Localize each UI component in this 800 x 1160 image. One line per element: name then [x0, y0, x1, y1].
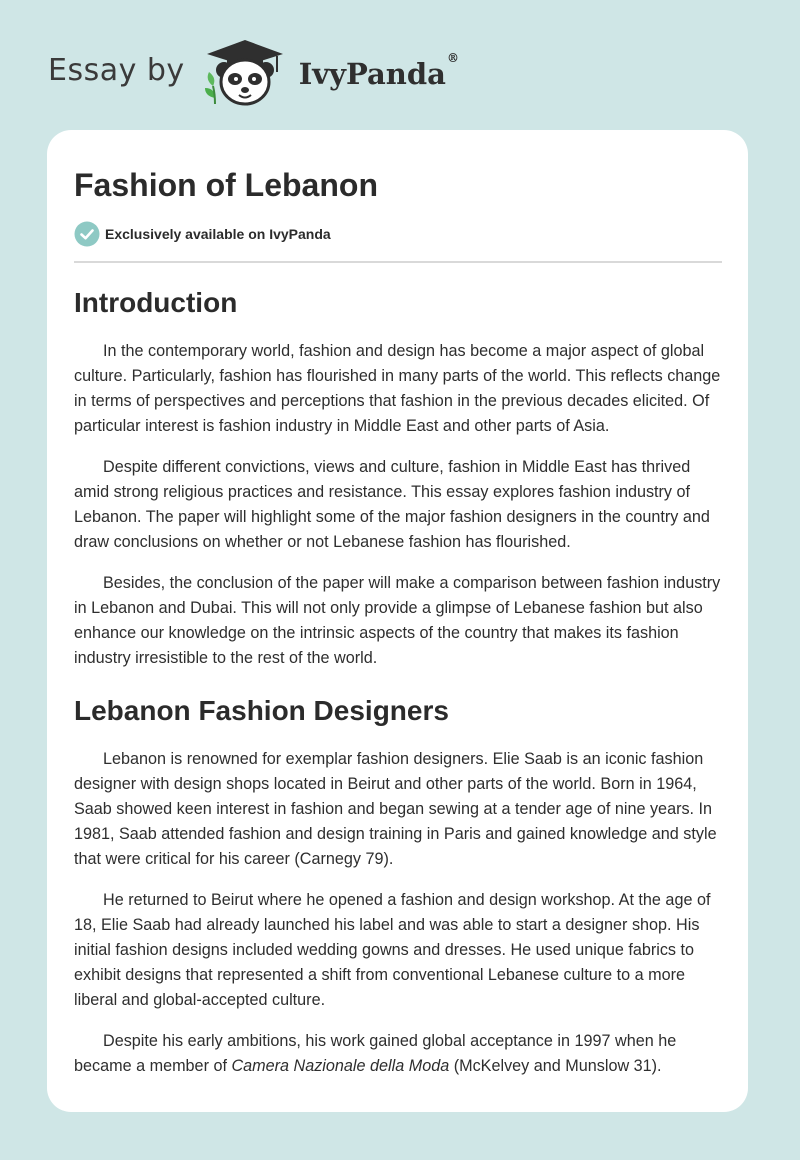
essay-card [47, 130, 748, 1112]
paragraph: Lebanon is renowned for exemplar fashion designers. Elie Saab is an iconic fashion designer with design shops located in Beirut and other parts of the world. Born in 1964, Saab showed keen interest in fashion and began sewing at a tender age of nine years. In 1981, Saab attended fashion and design training in Paris and gained knowledge and style that were critical for his career (Carnegy 79). [74, 750, 717, 868]
registered-mark: ® [446, 51, 459, 65]
publication-title: Camera Nazionale della Moda [231, 1057, 450, 1075]
divider [74, 261, 722, 263]
check-circle-icon [74, 221, 100, 247]
paragraph: Despite different convictions, views and culture, fashion in Middle East has thrived amid strong religious practices and resistance. This essay explores fashion industry of Lebanon. The paper will highlight some of the major fashion designers in the country and draw conclusions on whether or not Lebanese fashion has flourished. [74, 458, 710, 551]
paragraph: In the contemporary world, fashion and design has become a major aspect of global culture. Particularly, fashion has flourished in many parts of the world. This reflects change in terms of perspectives and perceptions that fashion in the previous decades elicited. Of particular interest is fashion industry in Middle East and other parts of Asia. [74, 342, 721, 435]
panda-graduate-icon [199, 36, 291, 108]
section-heading: Introduction [74, 287, 238, 318]
exclusive-badge [74, 221, 722, 247]
paragraph: He returned to Beirut where he opened a fashion and design workshop. At the age of 18, Elie Saab had already launched his label and was able to start a designer shop. His initial fashion designs included wedding gowns and dresses. He used unique fabrics to exhibit designs that represented a shift from conventional Lebanese culture to a more liberal and global-accepted culture. [74, 891, 711, 1009]
badge-label: Exclusively available on IvyPanda [105, 226, 331, 242]
brand-header[interactable] [48, 36, 459, 108]
section-heading: Lebanon Fashion Designers [74, 695, 449, 726]
paragraph: Besides, the conclusion of the paper will make a comparison between fashion industry in Lebanon and Dubai. This will not only provide a glimpse of Lebanese fashion but also enhance our knowledge on the intrinsic aspects of the country that makes its fashion industry irresistible to the rest of the world. [74, 574, 721, 667]
page-title: Fashion of Lebanon [74, 167, 378, 203]
brand-name: IvyPanda® [298, 51, 459, 91]
section-introduction [74, 285, 722, 671]
brand-prefix: Essay by [48, 52, 185, 88]
paragraph: Despite his early ambitions, his work gained global acceptance in 1997 when he became a member of Camera Nazionale della Moda (McKelvey and Munslow 31). [74, 1032, 677, 1075]
section-lebanon-fashion-designers [74, 693, 722, 1079]
